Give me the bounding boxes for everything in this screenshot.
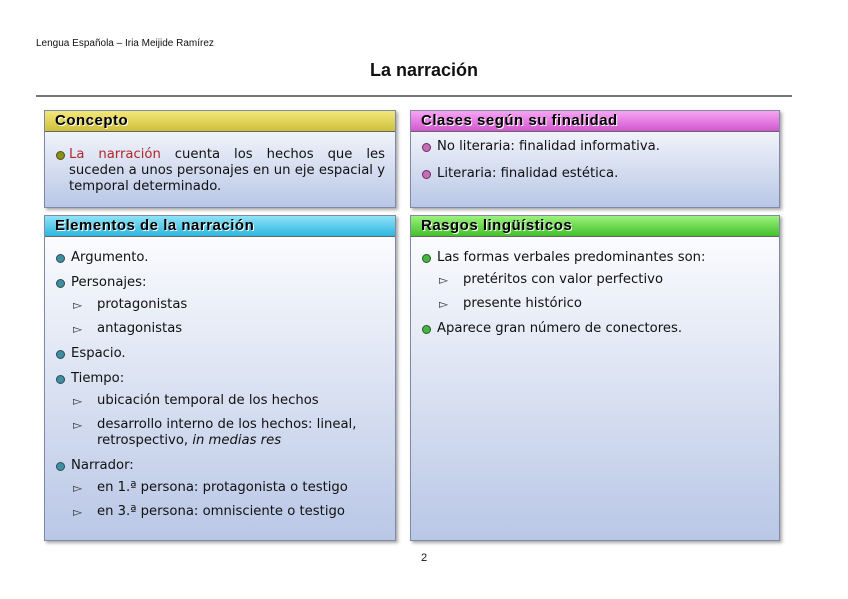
list-item-label: Narrador:: [71, 458, 134, 473]
sub-item-label: protagonistas: [97, 297, 188, 312]
arrow-right-icon: ▻: [73, 394, 83, 408]
round-bullet-icon: [422, 170, 431, 179]
concepto-heading: Concepto: [45, 111, 395, 132]
page-number: 2: [420, 552, 428, 564]
list-item: [421, 166, 769, 182]
list-item-label: No literaria: finalidad informativa.: [437, 139, 660, 154]
sub-list-item: [71, 297, 385, 313]
list-item: [55, 458, 385, 520]
round-bullet-icon: [56, 462, 65, 471]
list-item: [421, 321, 769, 337]
sub-list-item: [437, 296, 769, 312]
list-item-label: Personajes:: [71, 275, 147, 290]
list-item-label: Argumento.: [71, 250, 149, 265]
arrow-right-icon: ▻: [73, 298, 83, 312]
arrow-right-icon: ▻: [73, 322, 83, 336]
arrow-right-icon: ▻: [439, 273, 449, 287]
elementos-heading: Elementos de la narración: [45, 216, 395, 237]
round-bullet-icon: [56, 151, 65, 160]
clases-panel: [410, 110, 780, 208]
list-item: [421, 139, 769, 155]
list-item: [55, 346, 385, 362]
rasgos-heading: Rasgos lingüísticos: [411, 216, 779, 237]
rasgos-body: [421, 250, 769, 346]
list-item: [55, 275, 385, 337]
sub-list-item: [71, 321, 385, 337]
list-item-label: Literaria: finalidad estética.: [437, 166, 619, 181]
concepto-panel: [44, 110, 396, 208]
round-bullet-icon: [422, 254, 431, 263]
sub-list-item: [71, 417, 385, 449]
sub-item-italic: in medias res: [192, 433, 282, 448]
list-item-label: Espacio.: [71, 346, 126, 361]
running-head: Lengua Española – Iria Meijide Ramírez: [36, 38, 214, 49]
round-bullet-icon: [56, 279, 65, 288]
list-item: [421, 250, 769, 312]
elementos-body: [55, 250, 385, 529]
title-divider: [36, 95, 792, 97]
concepto-body: [55, 147, 385, 195]
round-bullet-icon: [56, 350, 65, 359]
round-bullet-icon: [56, 254, 65, 263]
elementos-panel: [44, 215, 396, 541]
concepto-definition: cuenta los hechos que les suceden a unos personajes en un eje espacial y temporal determinado.: [69, 147, 385, 194]
sub-item-label: pretéritos con valor perfectivo: [463, 272, 664, 287]
sub-item-label: ubicación temporal de los hechos: [97, 393, 319, 408]
clases-body: [421, 139, 769, 191]
list-item-label: Tiempo:: [71, 371, 125, 386]
list-item-label: Las formas verbales predominantes son:: [437, 250, 706, 265]
round-bullet-icon: [56, 375, 65, 384]
round-bullet-icon: [422, 325, 431, 334]
sub-item-label: en 1.ª persona: protagonista o testigo: [97, 480, 348, 495]
sub-item-label: presente histórico: [463, 296, 582, 311]
rasgos-panel: [410, 215, 780, 541]
page-title: La narración: [369, 60, 479, 80]
sub-item-label: desarrollo interno de los hechos: lineal, retrospectivo,: [97, 417, 357, 448]
sub-list-item: [71, 480, 385, 496]
arrow-right-icon: ▻: [73, 418, 83, 432]
sub-item-label: antagonistas: [97, 321, 183, 336]
sub-list-item: [71, 393, 385, 409]
list-item: [55, 250, 385, 266]
arrow-right-icon: ▻: [439, 297, 449, 311]
list-item-label: Aparece gran número de conectores.: [437, 321, 683, 336]
sub-list-item: [437, 272, 769, 288]
list-item: [55, 371, 385, 449]
concepto-highlight: La narración: [69, 147, 161, 162]
round-bullet-icon: [422, 143, 431, 152]
arrow-right-icon: ▻: [73, 505, 83, 519]
sub-item-label: en 3.ª persona: omnisciente o testigo: [97, 504, 345, 519]
clases-heading: Clases según su finalidad: [411, 111, 779, 132]
sub-list-item: [71, 504, 385, 520]
concepto-text: [55, 147, 385, 195]
arrow-right-icon: ▻: [73, 481, 83, 495]
